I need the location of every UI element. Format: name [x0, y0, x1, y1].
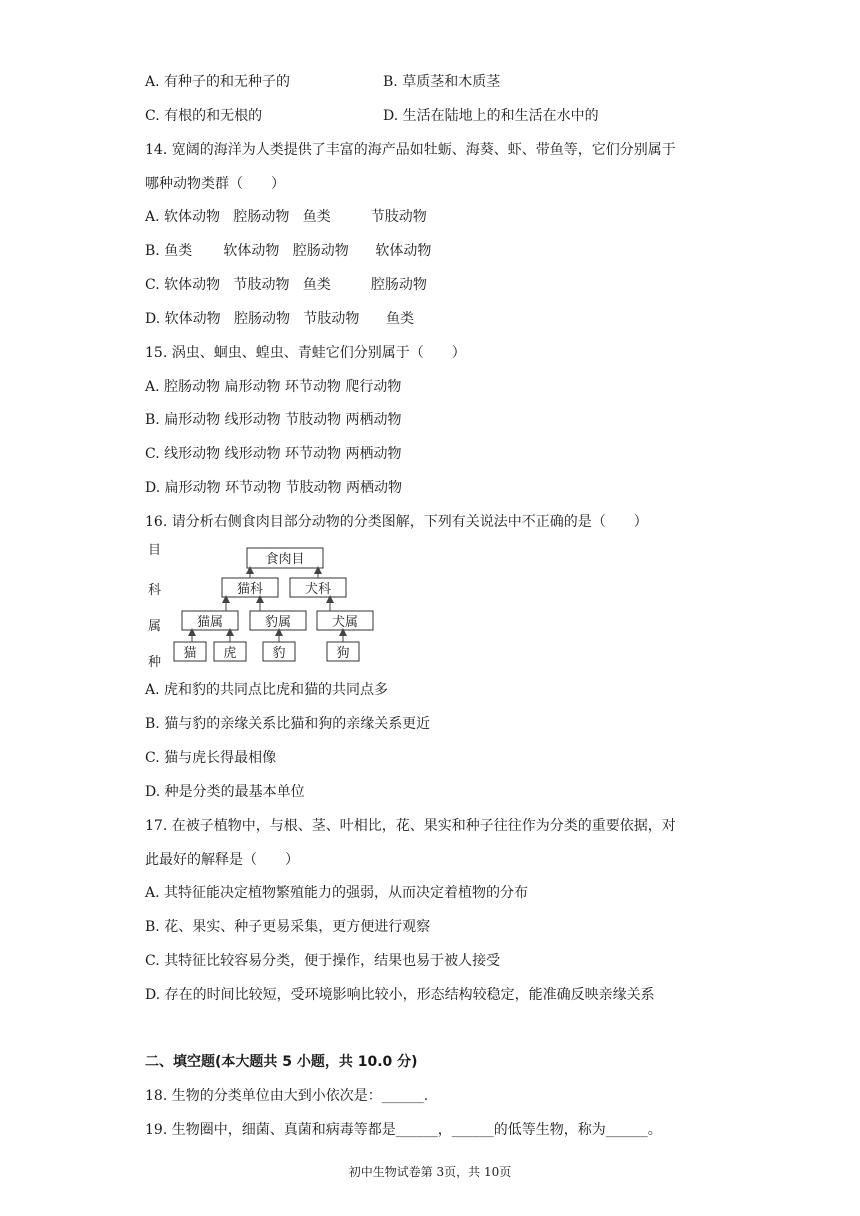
classification-diagram — [140, 538, 390, 670]
order-label: 食肉目 — [265, 552, 305, 567]
q15-stem: 15. 涡虫、蛔虫、蝗虫、青蛙它们分别属于（ ） — [145, 345, 466, 361]
page-footer: 初中生物试卷第 3页，共 10页 — [348, 1165, 512, 1179]
q15-option-c: C. 线形动物 线形动物 环节动物 两栖动物 — [145, 446, 402, 462]
genus-label-cat: 猫属 — [196, 615, 224, 630]
q13-option-b: B. 草质茎和木质茎 — [383, 74, 501, 90]
section-heading-fill-in: 二、填空题(本大题共 5 小题，共 10.0 分) — [145, 1054, 418, 1070]
species-label-cat: 猫 — [183, 646, 197, 661]
family-label-dog: 犬科 — [304, 582, 332, 597]
q14-option-a: A. 软体动物 腔肠动物 鱼类 节肢动物 — [145, 209, 427, 225]
q15-option-d: D. 扁形动物 环节动物 节肢动物 两栖动物 — [145, 480, 402, 496]
level-label-order: 目 — [148, 543, 162, 558]
q16-option-d: D. 种是分类的最基本单位 — [145, 784, 305, 800]
level-label-genus: 属 — [148, 619, 162, 634]
genus-label-dog: 犬属 — [331, 615, 359, 630]
q14-stem-line-2: 哪种动物类群（ ） — [145, 176, 285, 192]
level-label-family: 科 — [148, 583, 162, 598]
q16-option-b: B. 猫与豹的亲缘关系比猫和狗的亲缘关系更近 — [145, 716, 431, 732]
q17-option-a: A. 其特征能决定植物繁殖能力的强弱，从而决定着植物的分布 — [145, 885, 529, 901]
q17-option-c: C. 其特征比较容易分类，便于操作，结果也易于被人接受 — [145, 953, 501, 969]
q17-stem-line-2: 此最好的解释是（ ） — [145, 852, 299, 868]
family-label-cat: 猫科 — [236, 582, 264, 597]
q14-option-d: D. 软体动物 腔肠动物 节肢动物 鱼类 — [145, 311, 415, 327]
q17-stem-line-1: 17. 在被子植物中，与根、茎、叶相比，花、果实和种子往往作为分类的重要依据，对 — [145, 818, 676, 834]
q17-option-d: D. 存在的时间比较短，受环境影响比较小，形态结构较稳定，能准确反映亲缘关系 — [145, 987, 655, 1003]
q16-option-c: C. 猫与虎长得最相像 — [145, 750, 277, 766]
q16-option-a: A. 虎和豹的共同点比虎和猫的共同点多 — [145, 682, 389, 698]
q14-stem-line-1: 14. 宽阔的海洋为人类提供了丰富的海产品如牡蛎、海葵、虾、带鱼等，它们分别属于 — [145, 142, 676, 158]
q13-option-a: A. 有种子的和无种子的 — [145, 74, 291, 90]
q17-option-b: B. 花、果实、种子更易采集，更方便进行观察 — [145, 919, 431, 935]
q15-option-a: A. 腔肠动物 扁形动物 环节动物 爬行动物 — [145, 379, 402, 395]
species-label-dog: 狗 — [336, 646, 350, 661]
q14-option-b: B. 鱼类 软体动物 腔肠动物 软体动物 — [145, 243, 432, 259]
q15-option-b: B. 扁形动物 线形动物 节肢动物 两栖动物 — [145, 412, 402, 428]
level-label-species: 种 — [148, 655, 162, 670]
q18-text: 18. 生物的分类单位由大到小依次是：______. — [145, 1088, 429, 1104]
q14-option-c: C. 软体动物 节肢动物 鱼类 腔肠动物 — [145, 277, 427, 293]
q16-stem: 16. 请分析右侧食肉目部分动物的分类图解，下列有关说法中不正确的是（ ） — [145, 514, 648, 530]
species-label-leopard: 豹 — [272, 646, 286, 661]
q13-option-c: C. 有根的和无根的 — [145, 108, 263, 124]
q13-option-row-1 — [145, 72, 290, 92]
q19-text: 19. 生物圈中，细菌、真菌和病毒等都是______，______的低等生物，称为______。 — [145, 1122, 662, 1138]
q13-option-d: D. 生活在陆地上的和生活在水中的 — [383, 108, 599, 124]
species-label-tiger: 虎 — [223, 646, 237, 661]
genus-label-leopard: 豹属 — [264, 615, 292, 630]
